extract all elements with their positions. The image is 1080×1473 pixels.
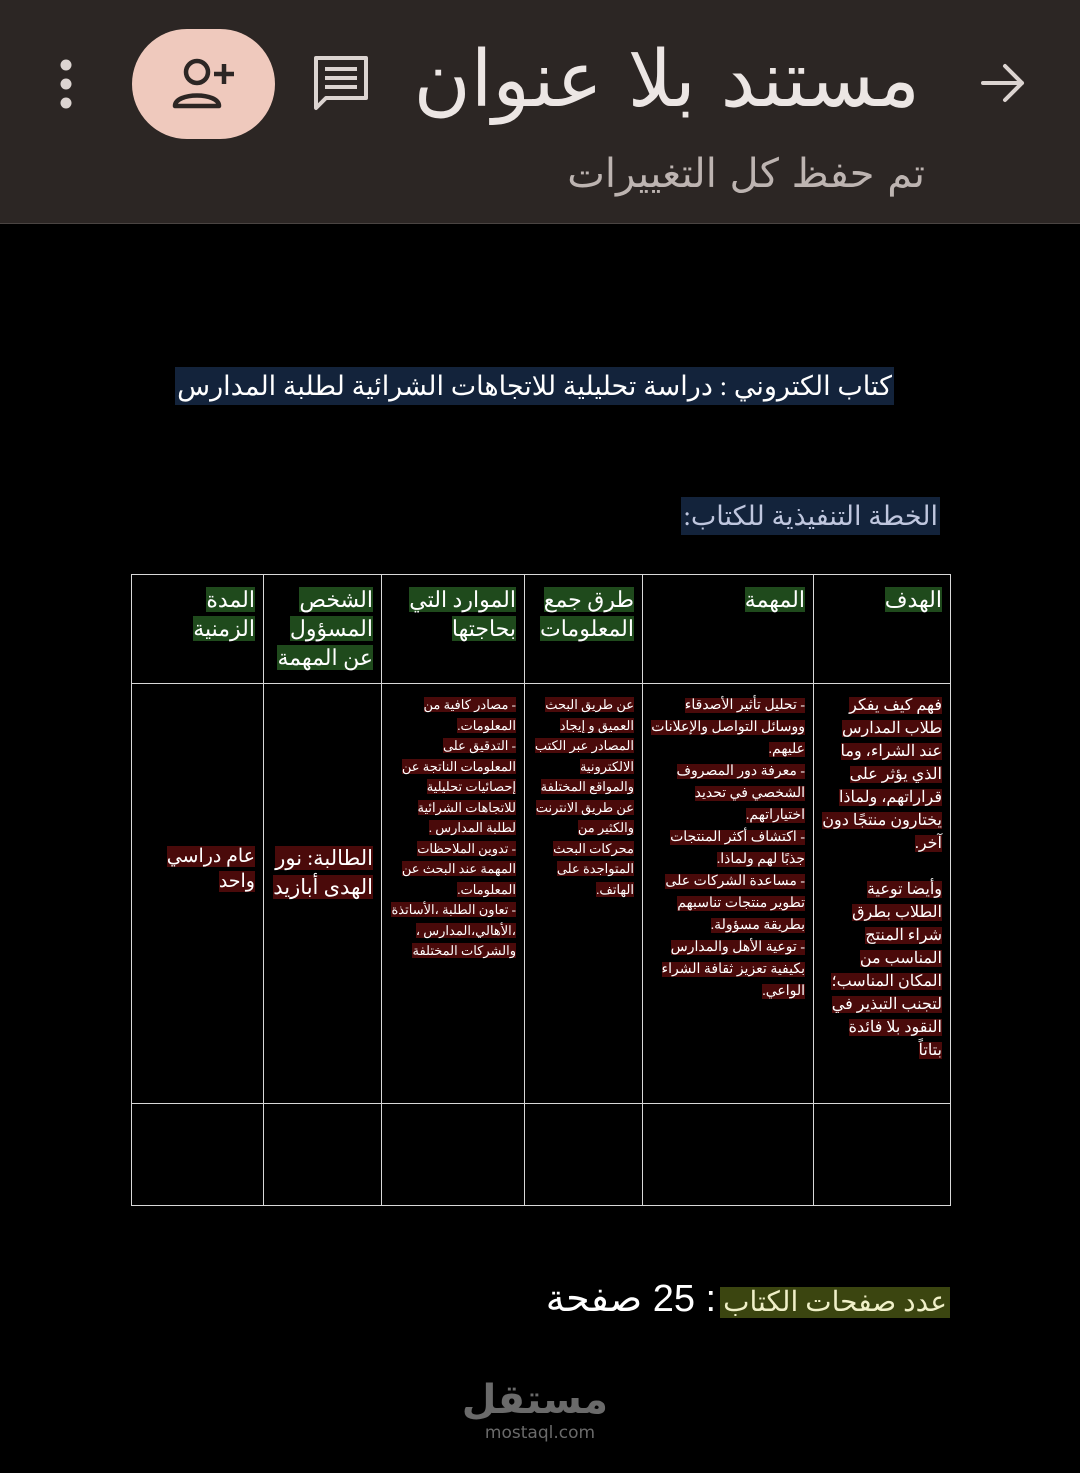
app-bar	[0, 0, 1080, 223]
save-status: تم حفظ كل التغييرات	[567, 151, 925, 197]
cell-duration	[132, 684, 264, 1104]
header-duration	[132, 575, 264, 684]
header-resources	[382, 575, 525, 684]
goal-text: فهم كيف يفكر طلاب المدارس عند الشراء، وما الذي يؤثر على قراراتهم، ولماذا يختارون منتجًا دون آخر. وأيضا توعية الطلاب بطرق شراء المنتج المناسب من المكان المناسب؛ لتجنب التبذير في النقود بلا فائدة بتاتاً	[822, 697, 942, 1059]
empty-cell	[643, 1104, 814, 1206]
more-vert-icon	[48, 58, 84, 110]
plan-heading: الخطة التنفيذية للكتاب:	[681, 497, 940, 535]
header-task	[643, 575, 814, 684]
cell-goal	[814, 684, 951, 1104]
share-button[interactable]	[132, 29, 275, 139]
empty-cell	[132, 1104, 264, 1206]
table-row	[132, 684, 951, 1104]
back-button[interactable]	[978, 58, 1028, 108]
cell-resources	[382, 684, 525, 1104]
header-label: المدة الزمنية	[193, 587, 255, 641]
header-responsible	[264, 575, 382, 684]
empty-cell	[264, 1104, 382, 1206]
header-label: الهدف	[884, 587, 942, 612]
header-label: الشخص المسؤول عن المهمة	[277, 587, 373, 670]
empty-cell	[525, 1104, 643, 1206]
header-label: الموارد التي بحاجتها	[409, 587, 516, 641]
plan-table	[131, 574, 951, 1206]
cell-task	[643, 684, 814, 1104]
header-label: طرق جمع المعلومات	[540, 587, 634, 641]
resources-text: - مصادر كافية من المعلومات. - التدقيق على المعلومات الناتجة عن إحصائيات تحليلية للاتجاهات الشرائية لطلبة المدارس . - تدوين الملاحظات المهمة عند البحث عن المعلومات. - تعاون الطلبة ،الأساتذة ،الأهالي،المدارس ، والشركات المختلفة	[391, 697, 516, 958]
header-label: المهمة	[744, 587, 805, 612]
document-title[interactable]: مستند بلا عنوان	[413, 35, 920, 125]
table-empty-row	[132, 1104, 951, 1206]
watermark-logo: مستقل	[461, 1377, 608, 1423]
duration-text: عام دراسي واحد	[166, 846, 255, 892]
comment-icon	[310, 52, 372, 114]
cell-responsible	[264, 684, 382, 1104]
arrow-forward-icon	[978, 58, 1028, 108]
task-text: - تحليل تأثير الأصدقاء ووسائل التواصل والإعلانات عليهم. - معرفة دور المصروف الشخصي في تحديد اختياراتهم. - اكتشاف أكثر المنتجات جذبًا لهم ولماذا. - مساعدة الشركات على تطوير منتجات تناسبهم بطريقة مسؤولة. - توعية الأهل والمدارس بكيفية تعزيز ثقافة الشراء الواعي.	[651, 698, 805, 999]
cell-methods	[525, 684, 643, 1104]
table-header-row	[132, 575, 951, 684]
person-add-icon	[171, 52, 235, 116]
page-count-line	[546, 1276, 950, 1328]
empty-cell	[814, 1104, 951, 1206]
responsible-text: الطالبة: نور الهدى أبازيد	[273, 846, 373, 899]
page-count-value: : 25 صفحة	[545, 1278, 717, 1320]
more-options-button[interactable]	[48, 58, 84, 110]
header-goal	[814, 575, 951, 684]
header-methods	[525, 575, 643, 684]
document-canvas[interactable]	[0, 224, 1080, 1473]
watermark-url: mostaql.com	[484, 1423, 596, 1443]
methods-text: عن طريق البحث العميق و إيجاد المصادر عبر الكتب الالكترونية والمواقع المختلفة عن طريق الانترنت والكثير من محركات البحث المتواجدة على الهاتف.	[534, 697, 634, 897]
empty-cell	[382, 1104, 525, 1206]
page-count-label: عدد صفحات الكتاب	[720, 1287, 950, 1318]
book-title: كتاب الكتروني : دراسة تحليلية للاتجاهات الشرائية لطلبة المدارس	[175, 367, 894, 405]
comments-button[interactable]	[310, 52, 372, 114]
